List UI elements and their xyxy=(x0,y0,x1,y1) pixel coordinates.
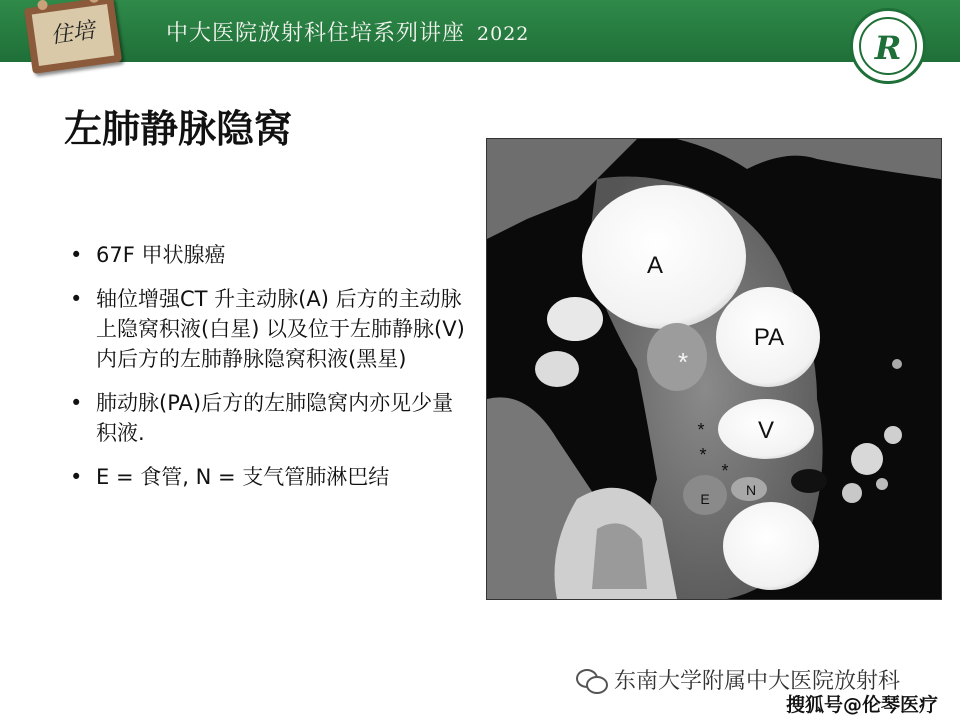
ct-scan-drawing xyxy=(487,139,941,599)
label-pa: PA xyxy=(753,324,785,351)
bronchus xyxy=(791,469,827,493)
vessel-left xyxy=(535,351,579,387)
bullet-item: • 肺动脉(PA)后方的左肺隐窝内亦见少量积液. xyxy=(70,388,470,448)
black-star-marker: * xyxy=(697,420,705,440)
badge-text: 住培 xyxy=(49,18,97,49)
footer-source: 搜狐号@伦琴医疗 xyxy=(786,694,939,716)
residency-badge xyxy=(24,0,122,74)
wechat-icon xyxy=(574,667,608,693)
black-star-marker: * xyxy=(699,445,707,465)
header-title xyxy=(166,16,529,47)
hilar-vessel xyxy=(842,483,862,503)
footer-brand-text: 东南大学附属中大医院放射科 xyxy=(614,669,901,694)
ct-scan-image xyxy=(486,138,942,600)
bullet-item: • 轴位增强CT 升主动脉(A) 后方的主动脉上隐窝积液(白星) 以及位于左肺静脉(V)内后方的左肺静脉隐窝积液(黑星) xyxy=(70,284,470,374)
descending-aorta xyxy=(723,502,819,590)
hilar-vessel xyxy=(876,478,888,490)
bullet-item: • E = 食管, N = 支气管肺淋巴结 xyxy=(70,462,470,492)
bullet-item: • 67F 甲状腺癌 xyxy=(70,240,470,270)
label-a: A xyxy=(646,252,664,279)
hospital-logo-icon xyxy=(850,8,926,84)
hilar-vessel xyxy=(851,443,883,475)
aorta-a xyxy=(582,185,746,329)
header-year: 2022 xyxy=(477,23,530,45)
label-n: N xyxy=(745,482,757,498)
logo-mark: R xyxy=(874,29,902,67)
label-v: V xyxy=(757,417,775,444)
slide-title: 左肺静脉隐窝 xyxy=(64,107,293,151)
bullet-list xyxy=(70,240,470,506)
label-e: E xyxy=(700,491,710,507)
header-bar xyxy=(0,0,960,62)
vessel-left xyxy=(547,297,603,341)
hilar-vessel xyxy=(892,359,902,369)
hilar-vessel xyxy=(884,426,902,444)
black-star-marker: * xyxy=(721,461,729,481)
white-star-marker: * xyxy=(677,347,689,377)
header-title-text: 中大医院放射科住培系列讲座 xyxy=(166,21,466,46)
